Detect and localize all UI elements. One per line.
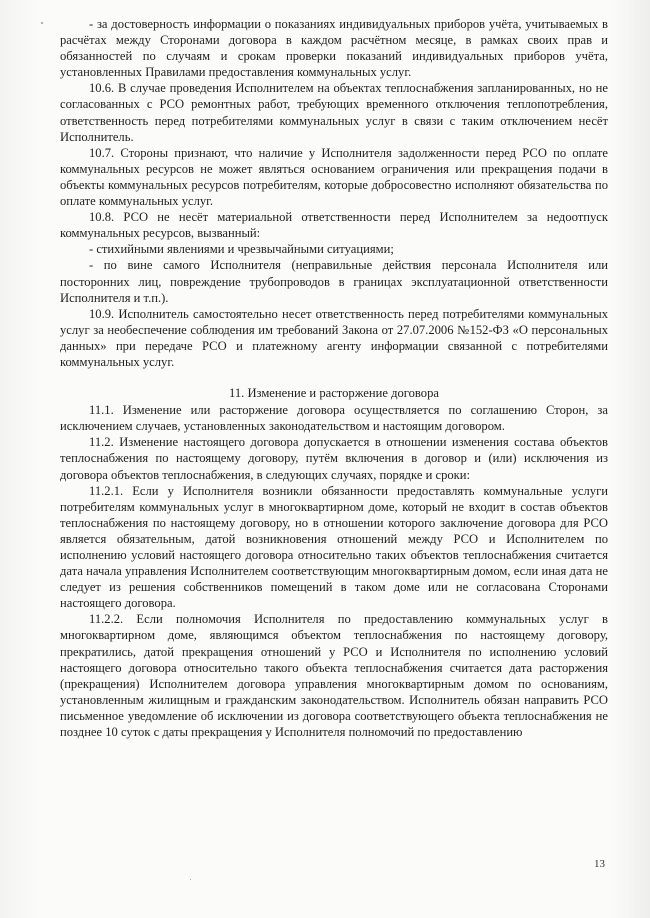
scan-speck <box>190 879 191 880</box>
paragraph: 11.2. Изменение настоящего договора допускается в отношении изменения состава объектов теплоснабжения по настоящему договору, путём включения в договор и (или) исключения из договора объектов теплоснабжения, в следующих случаях, порядке и сроки: <box>60 435 608 482</box>
paragraph: 10.7. Стороны признают, что наличие у Исполнителя задолженности перед РСО по оплате коммунальных ресурсов не может являться основанием ограничения или прекращения подачи в объекты коммунальных ресурсов потребителям, которые добросовестно исполняют обязательства по оплате коммунальных услуг. <box>60 145 608 209</box>
paragraph: - стихийными явлениями и чрезвычайными ситуациями; <box>89 242 394 257</box>
scan-speck <box>41 22 43 24</box>
paragraph: - по вине самого Исполнителя (неправильные действия персонала Исполнителя или посторонних лиц, повреждение трубопроводов в границах эксплуатационной ответственности Исполнителя и т.п.). <box>60 258 608 305</box>
paragraph: 11.2.2. Если полномочия Исполнителя по предоставлению коммунальных услуг в многоквартирном доме, являющимся объектом теплоснабжения по настоящему договору, прекратились, датой прекращения отношений у РСО и Исполнителя по исполнению условий настоящего договора относительно такого объекта теплоснабжения считается дата расторжения (прекращения) Исполнителем договора управления многоквартирным домом по основаниям, установленным жилищным и гражданским законодательством. Исполнитель обязан направить РСО письменное уведомление об исключении из договора соответствующего объекта теплоснабжения не позднее 10 суток с даты прекращения у Исполнителя полномочий по предоставлению <box>60 612 608 740</box>
document-body <box>60 16 608 740</box>
paragraph: 11.1. Изменение или расторжение договора осуществляется по соглашению Сторон, за исключением случаев, установленных законодательством и настоящим договором. <box>60 403 608 434</box>
paragraph: 10.8. РСО не несёт материальной ответственности перед Исполнителем за недоотпуск коммунальных ресурсов, вызванный: <box>60 210 608 241</box>
paragraph: 11.2.1. Если у Исполнителя возникли обязанности предоставлять коммунальные услуги потребителям коммунальных услуг в многоквартирном доме, который не входит в состав объектов теплоснабжения по настоящему договору, но в отношении которого заключение договора для РСО является обязательным, датой возникновения отношений между РСО и Исполнителем по исполнению условий настоящего договора относительно таких объектов теплоснабжения считается дата начала управления Исполнителем соответствующим многоквартирным домом, если иная дата не следует из решения собственников помещений в таком доме или не согласована Сторонами настоящего договора. <box>60 483 608 611</box>
paragraph: - за достоверность информации о показаниях индивидуальных приборов учёта, учитываемых в расчётах между Сторонами договора в каждом расчётном месяце, в рамках своих прав и обязанностей по случаям и срокам проверки показаний индивидуальных приборов учёта, установленных Правилами предоставления коммунальных услуг. <box>60 17 608 80</box>
paragraph: 10.9. Исполнитель самостоятельно несет ответственность перед потребителями коммунальных услуг за необеспечение соблюдения им требований Закона от 27.07.2006 №152-ФЗ «О персональных данных» при передаче РСО и платежному агенту информации связанной с потребителями коммунальных услуг. <box>60 306 608 369</box>
page-number: 13 <box>594 858 605 870</box>
section-10-block <box>60 16 608 370</box>
section-11-block <box>60 402 608 740</box>
paragraph: 10.6. В случае проведения Исполнителем на объектах теплоснабжения запланированных, но не согласованных с РСО ремонтных работ, требующих временного отключения теплопотребления, ответственность перед потребителями коммунальных услуг в связи с таким отключением несёт Исполнитель. <box>60 81 608 144</box>
section-heading: 11. Изменение и расторжение договора <box>229 386 439 401</box>
